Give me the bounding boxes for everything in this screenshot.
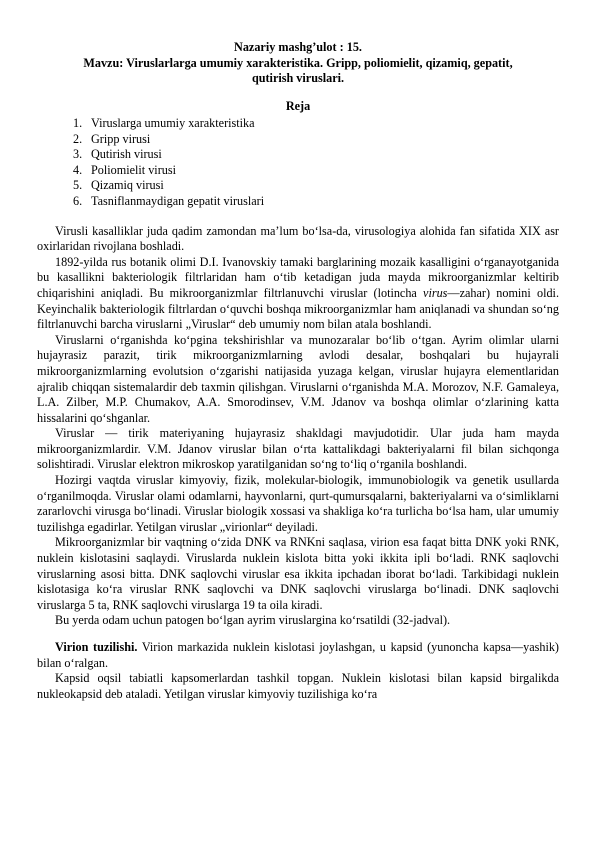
paragraph: Kapsid oqsil tabiatli kapsomerlardan tashkil topgan. Nuklein kislotasi bilan kapsid birgalikda nukleokapsid deb ataladi. Yetilgan viruslar kimyoviy tuzilishiga ko‘ra xyxy=(37,671,559,701)
paragraph: Viruslar — tirik materiyaning hujayrasiz shakldagi mavjudotidir. Ular juda ham mayda mikroorganizmlardir. V.M. Jdanov viruslar bilan o‘rta kattalikdagi bakteriyalarni fil bilan sichqonga solishtiradi. Viruslar elektron mikroskop yaratilganidan so‘ng to‘liq o‘rganila boshlandi. xyxy=(37,426,559,472)
plan-item-number: 5. xyxy=(73,178,83,193)
paragraph: Mikroorganizmlar bir vaqtning o‘zida DNK va RNKni saqlasa, virion esa faqat bitta DNK yoki RNK, nuklein kislotasini saqlaydi. Viruslarda nuklein kislota bitta yoki ikkita ipli bo‘ladi. RNK saqlovchi viruslarning asosi bitta. DNK saqlovchi viruslar esa ikkita ipchadan iborat bo‘ladi. Tarkibidagi nuklein kislotasiga ko‘ra viruslar RNK saqlovchi va DNK saqlovchi viruslarga bo‘linadi. DNK saqlovchi viruslarga 5 ta, RNK saqlovchi viruslarga 19 ta oila kiradi. xyxy=(37,535,559,612)
plan-item-number: 2. xyxy=(73,131,83,146)
plan-item xyxy=(37,194,559,210)
plan-list xyxy=(37,116,559,210)
paragraph: Viruslarni o‘rganishda ko‘pgina tekshirishlar va munozaralar bo‘lib o‘tgan. Ayrim olimlar ularni hujayrasiz parazit, tirik mikroorganizmlarning avlodi desalar, boshqalari bu hujayrali mikroorganizmlarning evolutsion o‘zgarishi natijasida yuzaga kelgan, viruslar hujayra elementlaridan ajralib chiqqan sistemalardir deb taxmin qilishgan. Viruslarni o‘rganishda M.A. Morozov, N.F. Gamaleya, L.A. Zilber, M.P. Chumakov, A.A. Smorodinsev, V.M. Jdanov va boshqa olimlar o‘zlarining katta hissalarini qo‘shganlar. xyxy=(37,332,559,425)
lesson-title: Nazariy mashg’ulot : 15. xyxy=(234,40,362,54)
plan-item xyxy=(37,178,559,194)
body-text xyxy=(37,224,559,703)
paragraph xyxy=(37,640,559,671)
plan-item-number: 4. xyxy=(73,162,83,177)
plan-item-number: 3. xyxy=(73,147,83,162)
lesson-subject-line-1: Mavzu: Viruslarlarga umumiy xarakteristika. Gripp, poliomielit, qizamiq, gepatit, xyxy=(83,55,513,70)
plan-item-text: Viruslarga umumiy xarakteristika xyxy=(91,116,255,130)
plan-item-text: Poliomielit virusi xyxy=(91,162,176,177)
plan-item-number: 1. xyxy=(73,116,83,130)
plan-item xyxy=(37,147,559,163)
section-heading-inline: Virion tuzilishi. xyxy=(55,640,138,654)
plan-item xyxy=(37,116,559,132)
paragraph: Virusli kasalliklar juda qadim zamondan ma’lum bo‘lsa-da, virusologiya alohida fan sifatida XIX asr oxirlaridan rivojlana boshladi. xyxy=(37,223,559,254)
paragraph-text: 1892-yilda rus botanik olimi D.I. Ivanovskiy tamaki barglarining mozaik kasalligini o‘rganayotganida bu kasallikni bakteriologik filtrlaridan ham o‘tib ketadigan juda mayda mikroorganizmlar keltirib chiqarishini aniqladi. Bu mikroorganizmlar filtrlanuvchi viruslar (lotincha xyxy=(37,254,559,300)
plan-item-number: 6. xyxy=(73,193,83,208)
paragraph: Bu yerda odam uchun patogen bo‘lgan ayrim viruslargina ko‘rsatildi (32-jadval). xyxy=(55,613,451,628)
plan-item xyxy=(37,163,559,179)
paragraph-text: Virion markazida nuklein kislotasi joylashgan, u kapsid (yunoncha kapsa—yashik) bilan o‘ralgan. xyxy=(37,640,559,670)
lesson-subject-line-2: qutirish viruslari. xyxy=(251,71,345,85)
italic-term: virus xyxy=(423,285,448,300)
plan-item-text: Qutirish virusi xyxy=(91,147,162,162)
paragraph xyxy=(37,255,559,333)
plan-item-text: Qizamiq virusi xyxy=(91,178,164,193)
paragraph-spacer xyxy=(37,629,559,640)
plan-heading: Reja xyxy=(285,98,311,113)
plan-item-text: Tasniflanmaydigan gepatit viruslari xyxy=(91,193,265,208)
paragraph-text: —zahar) nomini oldi. Keyinchalik bakteriologik filtrlardan o‘quvchi boshqa mikroorganizmlar ham aniqlanadi va shundan so‘ng filtrlanuvchi barcha viruslarni „Viruslar“ deb umumiy nom bilan atala boshlandi. xyxy=(37,285,559,332)
plan-item-text: Gripp virusi xyxy=(91,131,151,146)
paragraph: Hozirgi vaqtda viruslar kimyoviy, fizik, molekular-biologik, immunobiologik va genetik usullarda o‘rganilmoqda. Viruslar olami odamlarni, hayvonlarni, qurt-qumursqalarni, bakteriyalarni va o‘simliklarni zararlovchi virusga bo‘linadi. Viruslar biologik xossasi va shakliga ko‘ra turlicha bo‘lsa ham, ular umumiy tuzilishga egadirlar. Yetilgan viruslar „virionlar“ deyiladi. xyxy=(37,473,559,534)
plan-item xyxy=(37,132,559,148)
